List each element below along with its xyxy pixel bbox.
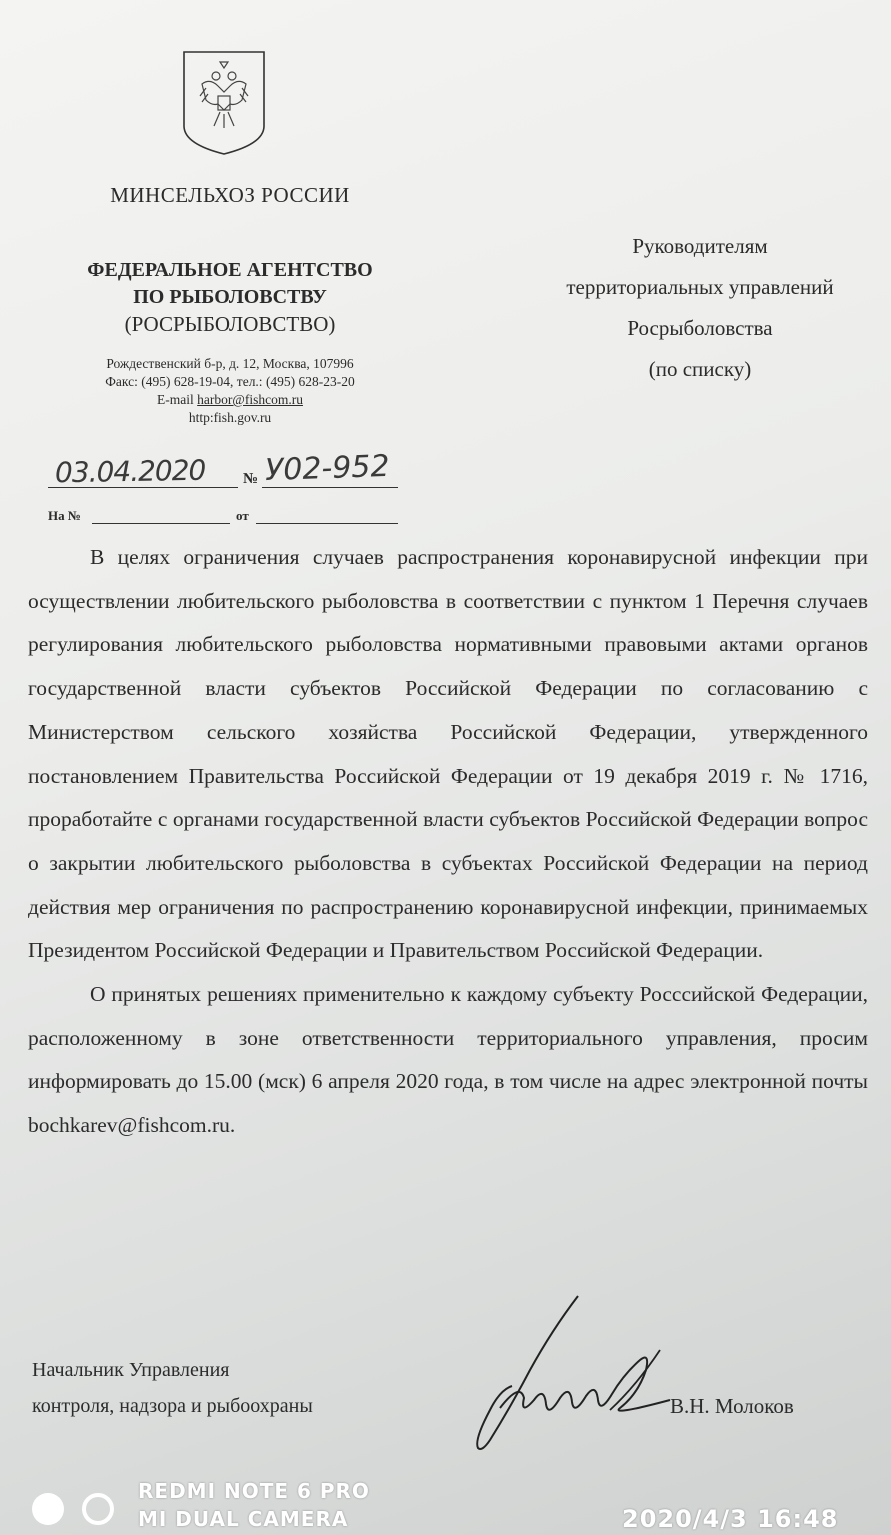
number-sign: № [243, 471, 259, 487]
camera-model-watermark: REDMI NOTE 6 PRO [138, 1479, 370, 1503]
signer-title [32, 1352, 313, 1424]
coat-of-arms-emblem [180, 48, 268, 158]
addressee-line2: территориальных управлений [566, 275, 834, 299]
ministry-name: МИНСЕЛЬХОЗ РОССИИ [110, 183, 350, 207]
addressee-line4: (по списку) [648, 357, 752, 381]
addressee-block [520, 226, 880, 390]
agency-website: http:fish.gov.ru [188, 410, 272, 425]
agency-contacts [40, 355, 420, 427]
handwritten-signature [460, 1290, 690, 1460]
agency-email: harbor@fishcom.ru [197, 392, 303, 407]
signer-name: В.Н. Молоков [670, 1394, 794, 1418]
camera-dot-filled-icon [32, 1493, 64, 1525]
letter-body [28, 536, 868, 1148]
email-label: E-mail [157, 392, 194, 407]
body-paragraph-2: О принятых решениях применительно к каждому субъекту Росссийской Федерации, расположенному в зоне ответственности территориального управления, просим информировать до 15.00 (мск) 6 апреля 2020 года, в том числе на адрес электронной почты bochkarev@fishcom.ru. [28, 982, 868, 1138]
addressee-line1: Руководителям [632, 234, 768, 258]
registration-date: 03.04.2020 [54, 453, 206, 490]
agency-phones: Факс: (495) 628-19-04, тел.: (495) 628-23-20 [105, 374, 355, 389]
signer-title-line1: Начальник Управления [32, 1359, 230, 1381]
agency-name-line1: ФЕДЕРАЛЬНОЕ АГЕНТСТВО [87, 259, 373, 281]
date-underline [48, 487, 238, 488]
agency-address: Рождественский б-р, д. 12, Москва, 107996 [106, 356, 354, 371]
agency-name-line2: ПО РЫБОЛОВСТВУ [133, 286, 327, 308]
number-underline [262, 487, 398, 488]
reference-date-label: от [236, 508, 249, 523]
photo-timestamp: 2020/4/3 16:48 [622, 1505, 839, 1533]
agency-short-name: (РОСРЫБОЛОВСТВО) [124, 312, 336, 336]
reference-number-label: На № [48, 508, 81, 523]
body-paragraph-1: В целях ограничения случаев распространения коронавирусной инфекции при осуществлении любительского рыболовства в соответствии с пунктом 1 Перечня случаев регулирования любительского рыболовства нормативными правовыми актами органов государственной власти субъектов Российской Федерации по согласованию с Министерством сельского хозяйства Российской Федерации, утвержденного постановлением Правительства Российской Федерации от 19 декабря 2019 г. № 1716, проработайте с органами государственной власти субъектов Российской Федерации вопрос о закрытии любительского рыболовства в субъектах Российской Федерации на период действия мер ограничения по распространению коронавирусной инфекции, принимаемых Президентом Российской Федерации и Правительством Российской Федерации. [28, 545, 868, 963]
addressee-line3: Росрыболовства [627, 316, 773, 340]
registration-number: У02-952 [264, 448, 391, 489]
agency-name [40, 257, 420, 311]
reference-number-line [92, 523, 230, 524]
camera-type-watermark: MI DUAL CAMERA [138, 1507, 349, 1531]
reference-date-line [256, 523, 398, 524]
agency-email-line [40, 391, 420, 409]
signer-title-line2: контроля, надзора и рыбоохраны [32, 1395, 313, 1417]
camera-dot-ring-icon [82, 1493, 114, 1525]
